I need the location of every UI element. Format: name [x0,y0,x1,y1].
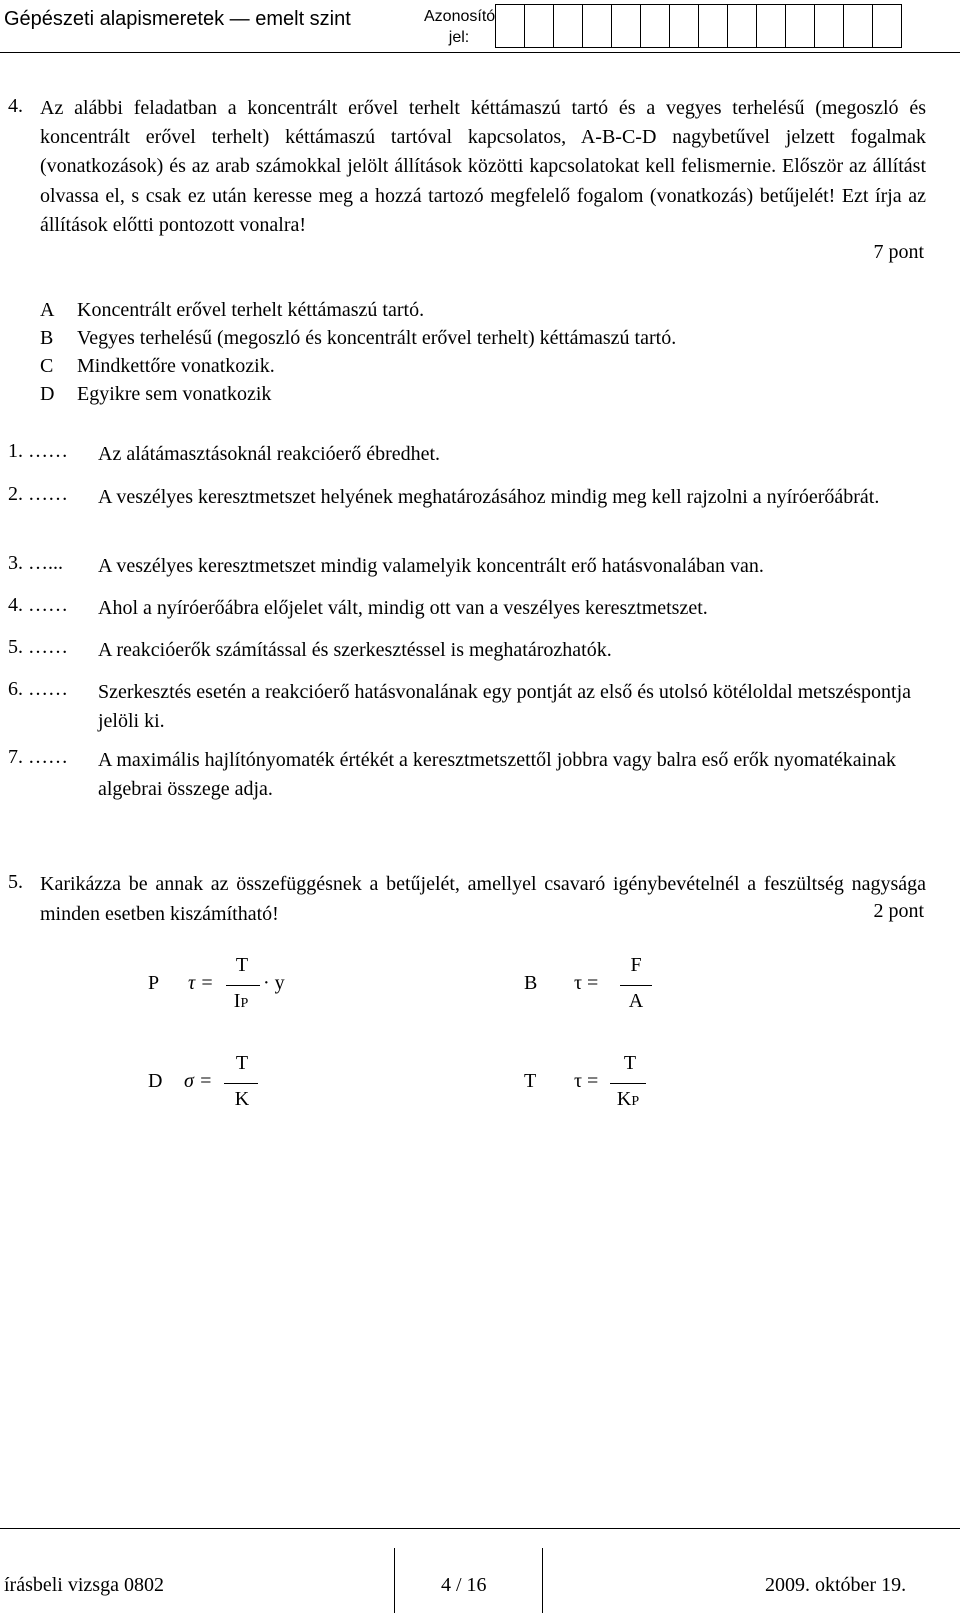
formula-t[interactable] [524,1052,674,1130]
id-box[interactable] [669,4,699,48]
formula-b-letter: B [524,972,538,994]
formula-t-denominator: KP [616,1088,640,1110]
formula-t-fraction-bar [610,1083,646,1084]
id-label-line1: Azonosító [424,8,496,25]
formula-b-numerator: F [630,954,642,976]
formula-t-lhs: τ = [574,1070,599,1092]
statement-5-text: A reakcióerők számítással és szerkesztéssel is meghatározhatók. [98,639,612,661]
option-a: A Koncentrált erővel terhelt kéttámaszú tartó. [40,299,425,321]
id-boxes [496,4,902,48]
q5-number: 5. [8,871,23,893]
formula-b-denominator: A [628,990,644,1012]
id-box[interactable] [872,4,902,48]
option-c: C Mindkettőre vonatkozik. [40,355,275,377]
formula-p-letter: P [148,972,160,994]
statement-5-number[interactable]: 5. …… [8,636,68,658]
q4-number: 4. [8,95,23,117]
statement-6-number[interactable]: 6. …… [8,678,68,700]
q5-points: 2 pont [873,900,924,922]
formula-t-numerator: T [623,1052,637,1074]
formula-d[interactable] [148,1052,298,1130]
id-box[interactable] [756,4,786,48]
header-rule [0,52,960,53]
id-box[interactable] [727,4,757,48]
id-box[interactable] [553,4,583,48]
formula-b-fraction-bar [620,985,652,986]
id-box[interactable] [524,4,554,48]
footer-exam-label: írásbeli vizsga 0802 [4,1574,164,1596]
formula-t-letter: T [524,1070,537,1092]
option-b: B Vegyes terhelésű (megoszló és koncentrált erővel terhelt) kéttámaszú tartó. [40,327,677,349]
statement-7-text: A maximális hajlítónyomaték értékét a keresztmetszettől jobbra vagy balra eső erők nyomatékainak algebrai összege adja. [98,749,897,800]
footer-date: 2009. október 19. [765,1574,907,1596]
id-box[interactable] [640,4,670,48]
formula-d-fraction-bar [224,1083,258,1084]
formula-p-fraction-bar [226,985,260,986]
formula-b[interactable] [524,954,674,1032]
id-box[interactable] [698,4,728,48]
formula-d-letter: D [148,1070,163,1092]
formula-d-numerator: T [235,1052,249,1074]
formula-d-denominator: K [234,1088,250,1110]
statement-2-text: A veszélyes keresztmetszet helyének meghatározásához mindig meg kell rajzolni a nyíróerőábrát. [98,486,880,508]
footer-divider-right [542,1548,543,1613]
statement-1-number[interactable]: 1. …… [8,440,68,462]
formula-d-lhs: σ = [184,1070,213,1092]
statement-4-number[interactable]: 4. …… [8,594,68,616]
id-box[interactable] [582,4,612,48]
footer-rule [0,1528,960,1529]
id-box[interactable] [785,4,815,48]
id-label-line2: jel: [448,29,470,46]
statement-3-number[interactable]: 3. …... [8,552,63,574]
statement-1-text: Az alátámasztásoknál reakcióerő ébredhet. [98,443,441,465]
statement-3-text: A veszélyes keresztmetszet mindig valamelyik koncentrált erő hatásvonalában van. [98,555,764,577]
formula-p-numerator: T [235,954,249,976]
statement-2-number[interactable]: 2. …… [8,483,68,505]
id-label [424,6,494,48]
id-box[interactable] [611,4,641,48]
statement-4-text: Ahol a nyíróerőábra előjelet vált, mindig ott van a veszélyes keresztmetszet. [98,597,708,619]
formula-b-lhs: τ = [574,972,599,994]
header-title: Gépészeti alapismeretek — emelt szint [4,8,351,30]
q5-instructions: Karikázza be annak az összefüggésnek a betűjelét, amellyel csavaró igénybevételnél a feszültség nagysága minden esetben kiszámítható! [40,873,926,925]
formula-p-denominator: IP [233,990,249,1012]
id-box[interactable] [495,4,525,48]
id-box[interactable] [843,4,873,48]
option-d: D Egyikre sem vonatkozik [40,383,272,405]
footer-page-number: 4 / 16 [441,1574,487,1596]
formula-p[interactable] [148,954,298,1032]
id-box[interactable] [814,4,844,48]
formula-p-tail: · y [263,972,285,994]
formula-p-lhs: τ = [188,972,214,994]
footer-divider-left [394,1548,395,1613]
q4-instructions: Az alábbi feladatban a koncentrált erővel terhelt kéttámaszú tartó és a vegyes terhelésű (megoszló és koncentrált erővel terhelt) kéttámaszú tartóval kapcsolatos, A-B-C-D nagybetűvel jelzett fogalmak (vonatkozások) és az arab számokkal jelölt állítások közötti kapcsolatokat kell felismernie. Először az állítást olvassa el, s csak ez után keresse meg a hozzá tartozó megfelelő fogalom (vonatkozás) betűjelét! Ezt írja az állítások előtti pontozott vonalra! [40,97,926,236]
q4-points: 7 pont [873,241,924,263]
statement-7-number[interactable]: 7. …… [8,746,68,768]
statement-6-text: Szerkesztés esetén a reakcióerő hatásvonalának egy pontját az első és utolsó kötéloldal metszéspontja jelöli ki. [98,681,912,732]
